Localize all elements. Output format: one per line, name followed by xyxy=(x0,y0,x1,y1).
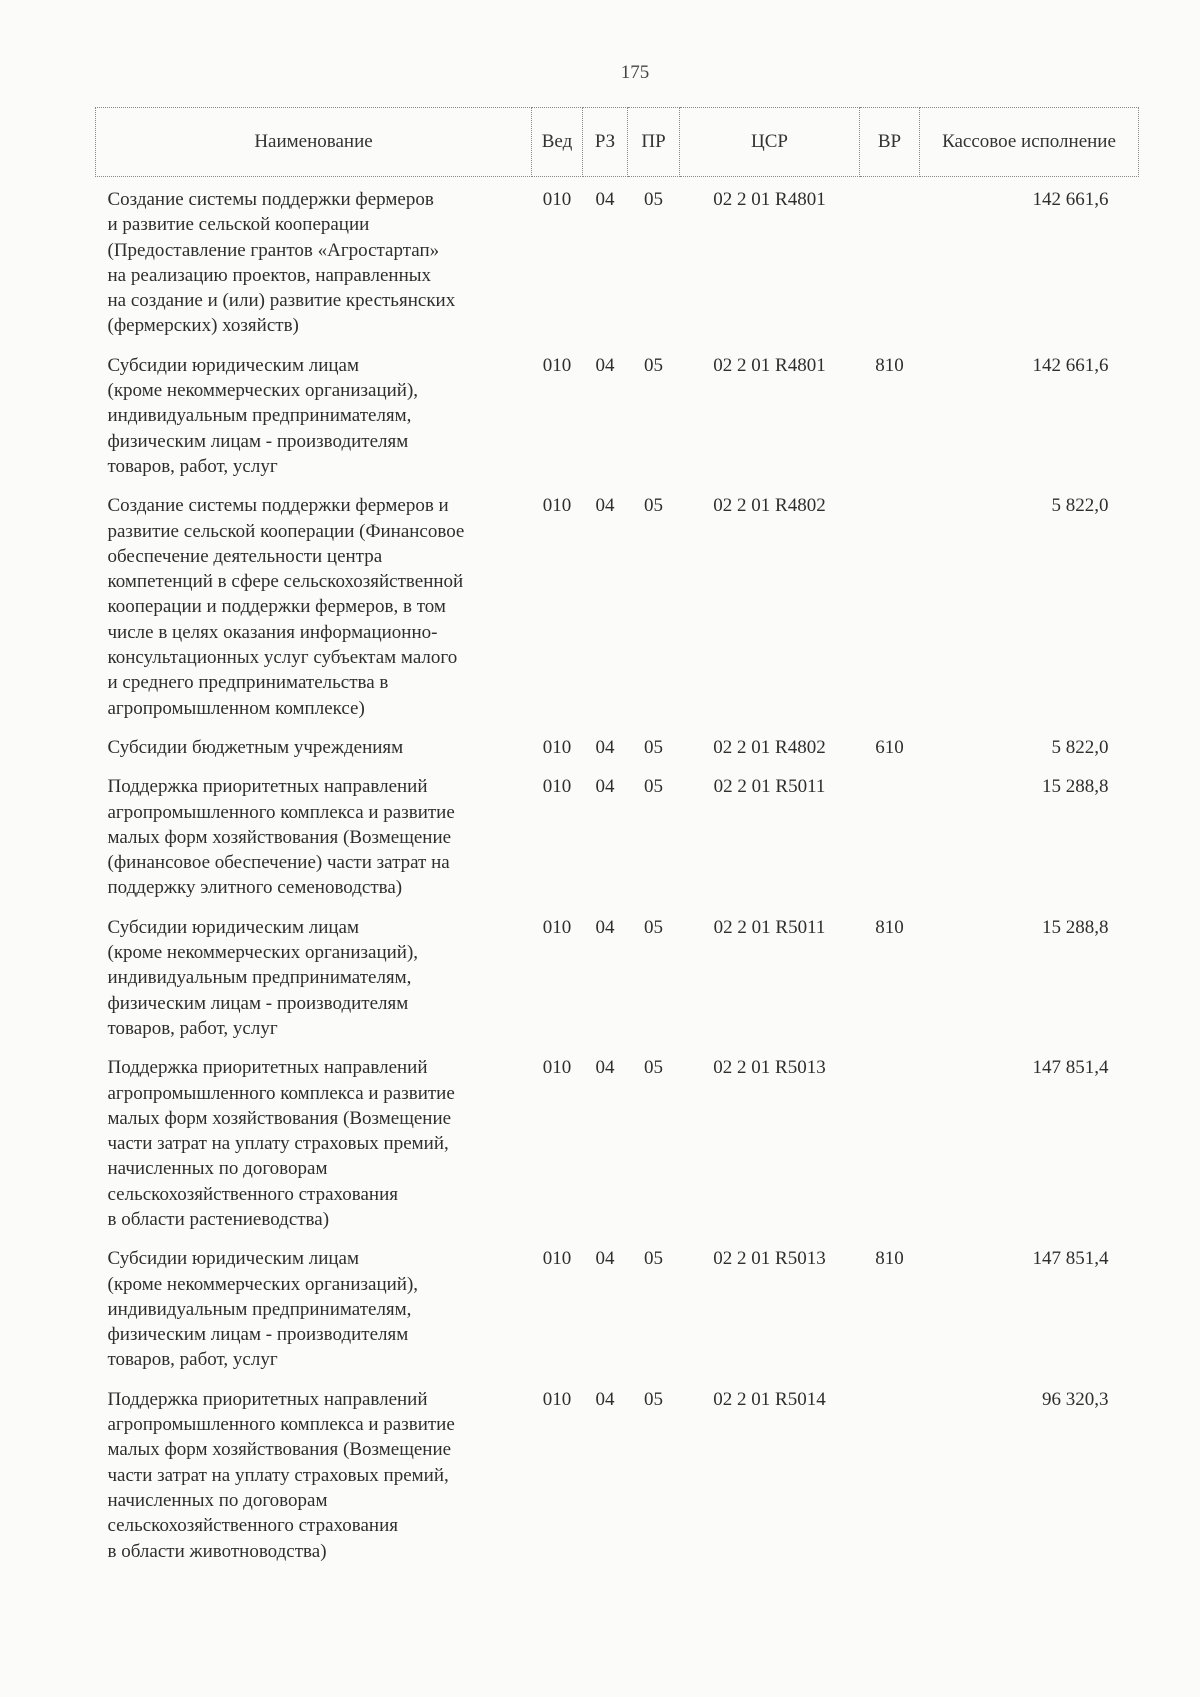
row-pr: 05 xyxy=(644,495,663,517)
row-csr: 02 2 01 R5014 xyxy=(713,1388,826,1410)
row-rz: 04 xyxy=(595,736,615,758)
row-csr: 02 2 01 R5013 xyxy=(713,1057,826,1079)
row-ved: 010 xyxy=(542,1057,572,1079)
table-row xyxy=(96,485,1139,727)
row-csr: 02 2 01 R5013 xyxy=(713,1248,826,1270)
row-csr: 02 2 01 R4801 xyxy=(713,189,826,210)
table-row xyxy=(96,766,1139,906)
row-ved: 010 xyxy=(542,495,572,517)
row-rz: 04 xyxy=(595,776,615,798)
row-ved: 010 xyxy=(542,1248,572,1270)
row-amount: 142 661,6 xyxy=(1032,189,1109,210)
row-ved: 010 xyxy=(542,776,572,798)
row-pr: 05 xyxy=(644,736,663,758)
row-rz: 04 xyxy=(595,495,615,517)
row-amount: 15 288,8 xyxy=(1042,916,1109,938)
row-csr: 02 2 01 R5011 xyxy=(713,916,826,938)
header-name: Наименование xyxy=(96,108,532,177)
row-ved: 010 xyxy=(542,354,572,376)
header-vr: ВР xyxy=(860,108,920,177)
row-rz: 04 xyxy=(595,1248,615,1270)
table-row xyxy=(96,345,1139,485)
row-amount: 147 851,4 xyxy=(1032,1248,1109,1270)
table-row xyxy=(96,727,1139,766)
table-row xyxy=(96,1238,1139,1378)
row-pr: 05 xyxy=(644,776,663,798)
row-amount: 5 822,0 xyxy=(1051,736,1109,758)
row-ved: 010 xyxy=(542,1388,572,1410)
row-rz: 04 xyxy=(595,916,615,938)
row-vr xyxy=(860,766,920,906)
row-vr: 610 xyxy=(875,736,904,758)
page-number: 175 xyxy=(620,62,650,83)
row-name: Субсидии бюджетным учреждениям xyxy=(107,736,404,758)
row-csr: 02 2 01 R4801 xyxy=(713,354,826,376)
budget-table xyxy=(95,107,1139,1570)
row-rz: 04 xyxy=(595,189,615,210)
table-header xyxy=(96,108,1139,177)
row-ved: 010 xyxy=(542,916,572,938)
row-name: Поддержка приоритетных направлений агропромышленного комплекса и развитие малых форм хозяйствования (Возмещение части затрат на уплату страховых премий, начисленных по договорам сельскохозяйственного страхования в области животноводства) xyxy=(107,1388,455,1562)
table-row xyxy=(96,1047,1139,1238)
header-csr: ЦСР xyxy=(680,108,860,177)
row-pr: 05 xyxy=(644,916,663,938)
row-name: Создание системы поддержки фермеров и развитие сельской кооперации (Предоставление грантов «Агростартап» на реализацию проектов, направленных на создание и (или) развитие крестьянских (фермерских) хозяйств) xyxy=(107,189,456,337)
row-vr xyxy=(860,1379,920,1570)
header-ved: Вед xyxy=(532,108,583,177)
table-row xyxy=(96,177,1139,345)
row-pr: 05 xyxy=(644,1388,663,1410)
row-rz: 04 xyxy=(595,354,615,376)
row-pr: 05 xyxy=(644,1248,663,1270)
row-ved: 010 xyxy=(542,736,572,758)
row-vr: 810 xyxy=(875,916,904,938)
row-vr: 810 xyxy=(875,354,904,376)
row-name: Субсидии юридическим лицам (кроме некоммерческих организаций), индивидуальным предпринимателям, физическим лицам - производителям товаров, работ, услуг xyxy=(107,916,419,1039)
header-rz: РЗ xyxy=(583,108,628,177)
row-vr xyxy=(860,485,920,727)
row-csr: 02 2 01 R4802 xyxy=(713,495,826,517)
row-rz: 04 xyxy=(595,1057,615,1079)
row-vr: 810 xyxy=(875,1248,904,1270)
row-rz: 04 xyxy=(595,1388,615,1410)
row-name: Субсидии юридическим лицам (кроме некоммерческих организаций), индивидуальным предпринимателям, физическим лицам - производителям товаров, работ, услуг xyxy=(107,354,419,477)
row-vr xyxy=(860,177,920,345)
row-amount: 142 661,6 xyxy=(1032,354,1109,376)
row-pr: 05 xyxy=(644,1057,663,1079)
row-vr xyxy=(860,1047,920,1238)
row-amount: 96 320,3 xyxy=(1042,1388,1109,1410)
table-body xyxy=(96,177,1139,1570)
table-row xyxy=(96,907,1139,1047)
row-csr: 02 2 01 R4802 xyxy=(713,736,826,758)
row-pr: 05 xyxy=(644,354,663,376)
budget-table-container xyxy=(95,107,1138,1570)
row-amount: 15 288,8 xyxy=(1042,776,1109,798)
row-amount: 147 851,4 xyxy=(1032,1057,1109,1079)
row-pr: 05 xyxy=(644,189,663,210)
row-name: Поддержка приоритетных направлений агропромышленного комплекса и развитие малых форм хозяйствования (Возмещение (финансовое обеспечение) части затрат на поддержку элитного семеноводства) xyxy=(107,776,455,899)
row-name: Субсидии юридическим лицам (кроме некоммерческих организаций), индивидуальным предпринимателям, физическим лицам - производителям товаров, работ, услуг xyxy=(107,1248,419,1371)
row-amount: 5 822,0 xyxy=(1051,495,1109,517)
table-row xyxy=(96,1379,1139,1570)
row-ved: 010 xyxy=(542,189,572,210)
header-amount: Кассовое исполнение xyxy=(920,108,1139,177)
row-name: Создание системы поддержки фермеров и развитие сельской кооперации (Финансовое обеспечение деятельности центра компетенций в сфере сельскохозяйственной кооперации и поддержки фермеров, в том числе в целях оказания информационно- консультационных услуг субъектам малого и среднего предпринимательства в агропромышленном комплексе) xyxy=(107,495,465,719)
header-pr: ПР xyxy=(628,108,680,177)
row-csr: 02 2 01 R5011 xyxy=(713,776,826,798)
row-name: Поддержка приоритетных направлений агропромышленного комплекса и развитие малых форм хозяйствования (Возмещение части затрат на уплату страховых премий, начисленных по договорам сельскохозяйственного страхования в области растениеводства) xyxy=(107,1057,455,1230)
